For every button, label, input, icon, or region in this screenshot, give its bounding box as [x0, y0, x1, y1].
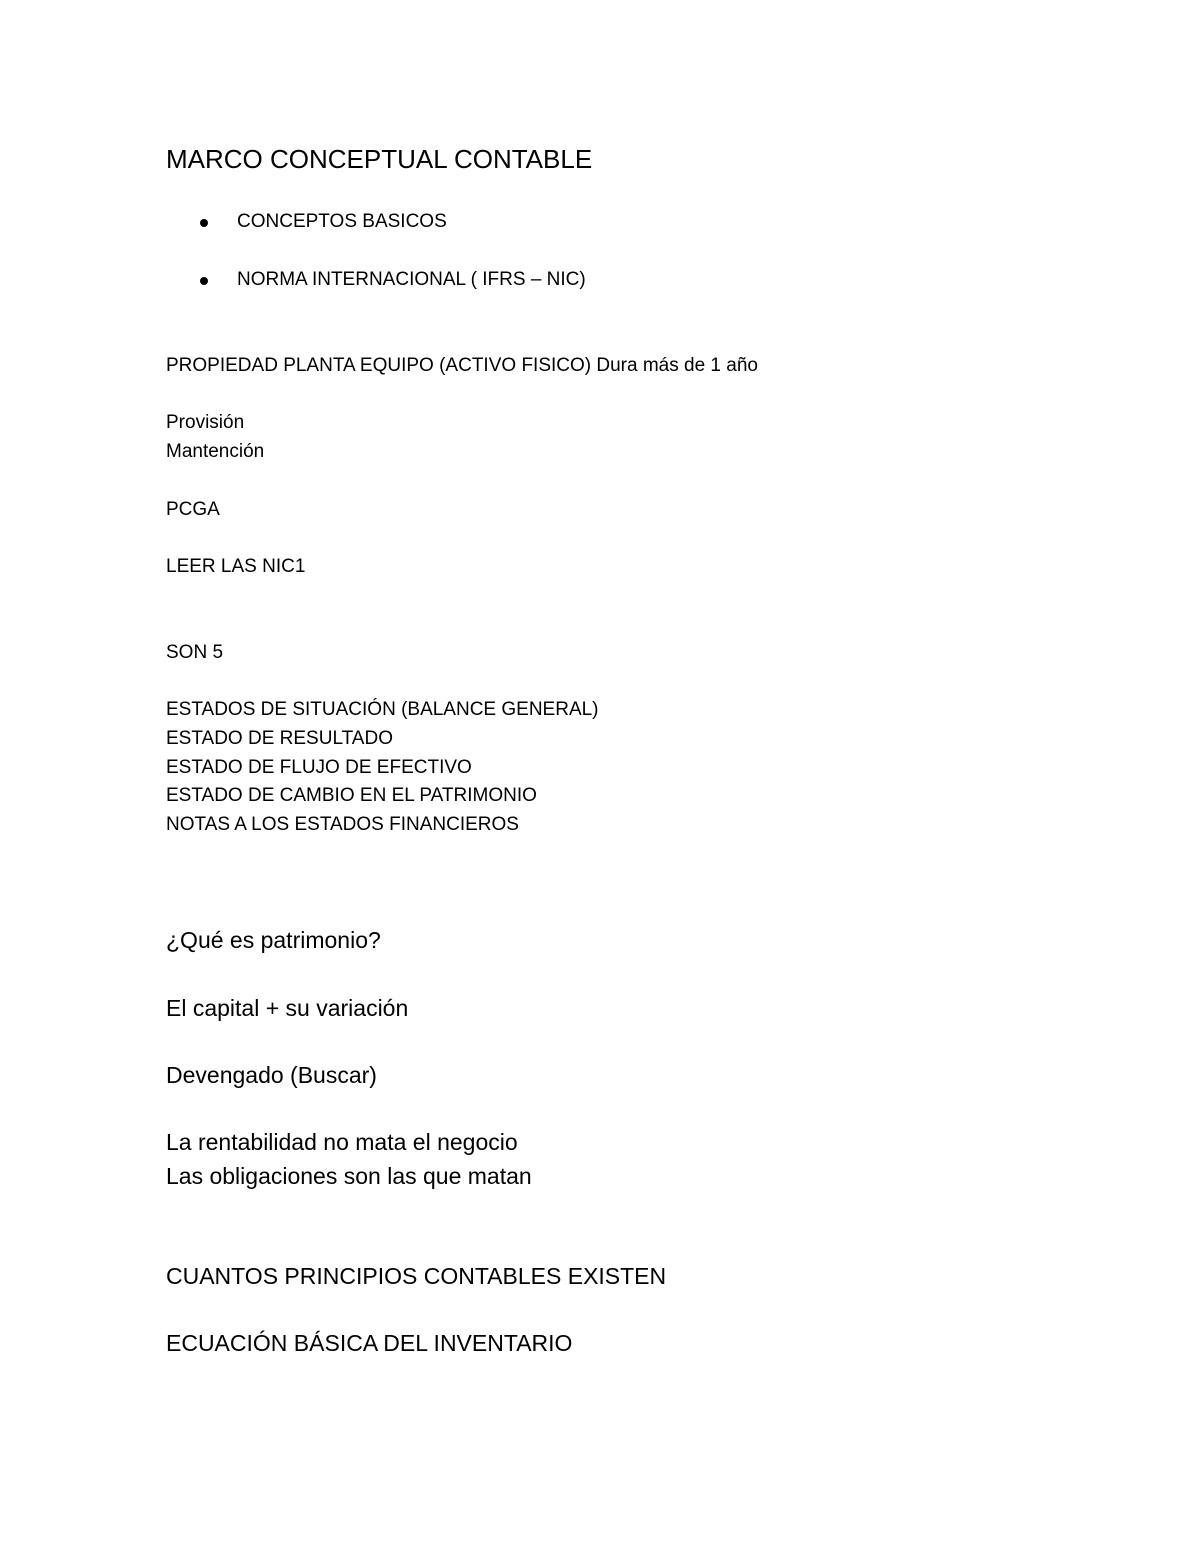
mantencion-line: Mantención	[166, 441, 265, 462]
rentabilidad-line-2: Las obligaciones son las que matan	[166, 1163, 532, 1189]
son-5-line: SON 5	[166, 642, 224, 663]
leer-nic-line: LEER LAS NIC1	[166, 556, 306, 577]
document-title: MARCO CONCEPTUAL CONTABLE	[166, 144, 593, 174]
estado-item-cambio-patrimonio: ESTADO DE CAMBIO EN EL PATRIMONIO	[166, 785, 537, 806]
estado-item-flujo: ESTADO DE FLUJO DE EFECTIVO	[166, 757, 472, 778]
rentabilidad-line-1: La rentabilidad no mata el negocio	[166, 1129, 518, 1155]
bullet-dot-icon	[200, 219, 208, 227]
estado-item-situacion: ESTADOS DE SITUACIÓN (BALANCE GENERAL)	[166, 699, 599, 720]
question-patrimonio: ¿Qué es patrimonio?	[166, 927, 381, 953]
bullet-text: NORMA INTERNACIONAL ( IFRS – NIC)	[237, 269, 586, 290]
principios-line: CUANTOS PRINCIPIOS CONTABLES EXISTEN	[166, 1263, 667, 1289]
provision-line: Provisión	[166, 412, 245, 433]
devengado-line: Devengado (Buscar)	[166, 1062, 377, 1088]
ecuacion-line: ECUACIÓN BÁSICA DEL INVENTARIO	[166, 1330, 573, 1356]
bullet-text: CONCEPTOS BASICOS	[237, 211, 447, 232]
pcga-line: PCGA	[166, 499, 220, 520]
estado-item-resultado: ESTADO DE RESULTADO	[166, 728, 393, 749]
estado-item-notas: NOTAS A LOS ESTADOS FINANCIEROS	[166, 814, 519, 835]
ppe-line: PROPIEDAD PLANTA EQUIPO (ACTIVO FISICO) Dura más de 1 año	[166, 355, 758, 376]
answer-patrimonio: El capital + su variación	[166, 995, 409, 1021]
bullet-dot-icon	[200, 277, 208, 285]
